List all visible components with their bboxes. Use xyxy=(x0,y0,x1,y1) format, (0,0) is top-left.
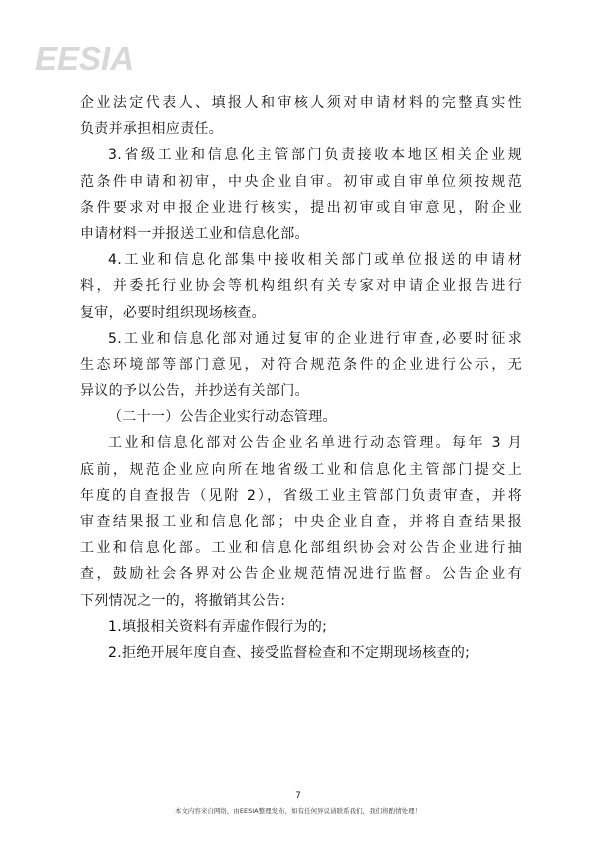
page-number: 7 xyxy=(295,791,301,801)
text-line: 复审，必要时组织现场核查。 xyxy=(80,304,266,321)
text-line: 异议的予以公告，并抄送有关部门。 xyxy=(80,383,309,400)
text-line: 2.拒绝开展年度自查、接受监督检查和不定期现场核查的; xyxy=(108,644,471,661)
text-line: 1.填报相关资料有弄虚作假行为的; xyxy=(108,618,328,635)
text-line: 查，鼓励社会各界对公告企业规范情况进行监督。公告企业有 xyxy=(80,566,522,583)
text-line: 范条件申请和初审，中央企业自审。初审或自审单位须按规范 xyxy=(80,173,522,190)
text-line: 工业和信息化部对公告企业名单进行动态管理。每年 3 月 xyxy=(108,435,522,452)
text-line: 3.省级工业和信息化主管部门负责接收本地区相关企业规 xyxy=(108,147,522,164)
text-line: 底前，规范企业应向所在地省级工业和信息化主管部门提交上 xyxy=(80,461,522,478)
text-line: 生态环境部等部门意见，对符合规范条件的企业进行公示，无 xyxy=(80,356,522,373)
text-line: 下列情况之一的，将撤销其公告: xyxy=(80,592,286,609)
text-line: 条件要求对申报企业进行核实，提出初审或自审意见，附企业 xyxy=(80,199,522,216)
text-line: 审查结果报工业和信息化部；中央企业自查，并将自查结果报 xyxy=(80,514,522,530)
text-line: 工业和信息化部。工业和信息化部组织协会对公告企业进行抽 xyxy=(80,540,522,557)
text-line: 年度的自查报告（见附 2），省级工业主管部门负责审查，并将 xyxy=(80,487,522,504)
text-line: 申请材料一并报送工业和信息化部。 xyxy=(80,225,309,242)
eesia-logo: EESIA xyxy=(35,40,135,77)
text-line: 企业法定代表人、填报人和审核人须对申请材料的完整真实性 xyxy=(80,95,522,111)
text-line: 5.工业和信息化部对通过复审的企业进行审查,必要时征求 xyxy=(108,330,522,347)
text-line: （二十一）公告企业实行动态管理。 xyxy=(108,409,337,426)
text-line: 负责并承担相应责任。 xyxy=(80,121,223,138)
footer-notice: 本文内容来自网络，由EESIA整理发布，如有任何异议请联系我们，我们将酌情处理！ xyxy=(174,807,422,815)
text-line: 4.工业和信息化部集中接收相关部门或单位报送的申请材 xyxy=(108,252,522,269)
document-body xyxy=(80,90,522,666)
text-line: 料，并委托行业协会等机构组织有关专家对申请企业报告进行 xyxy=(80,278,522,295)
